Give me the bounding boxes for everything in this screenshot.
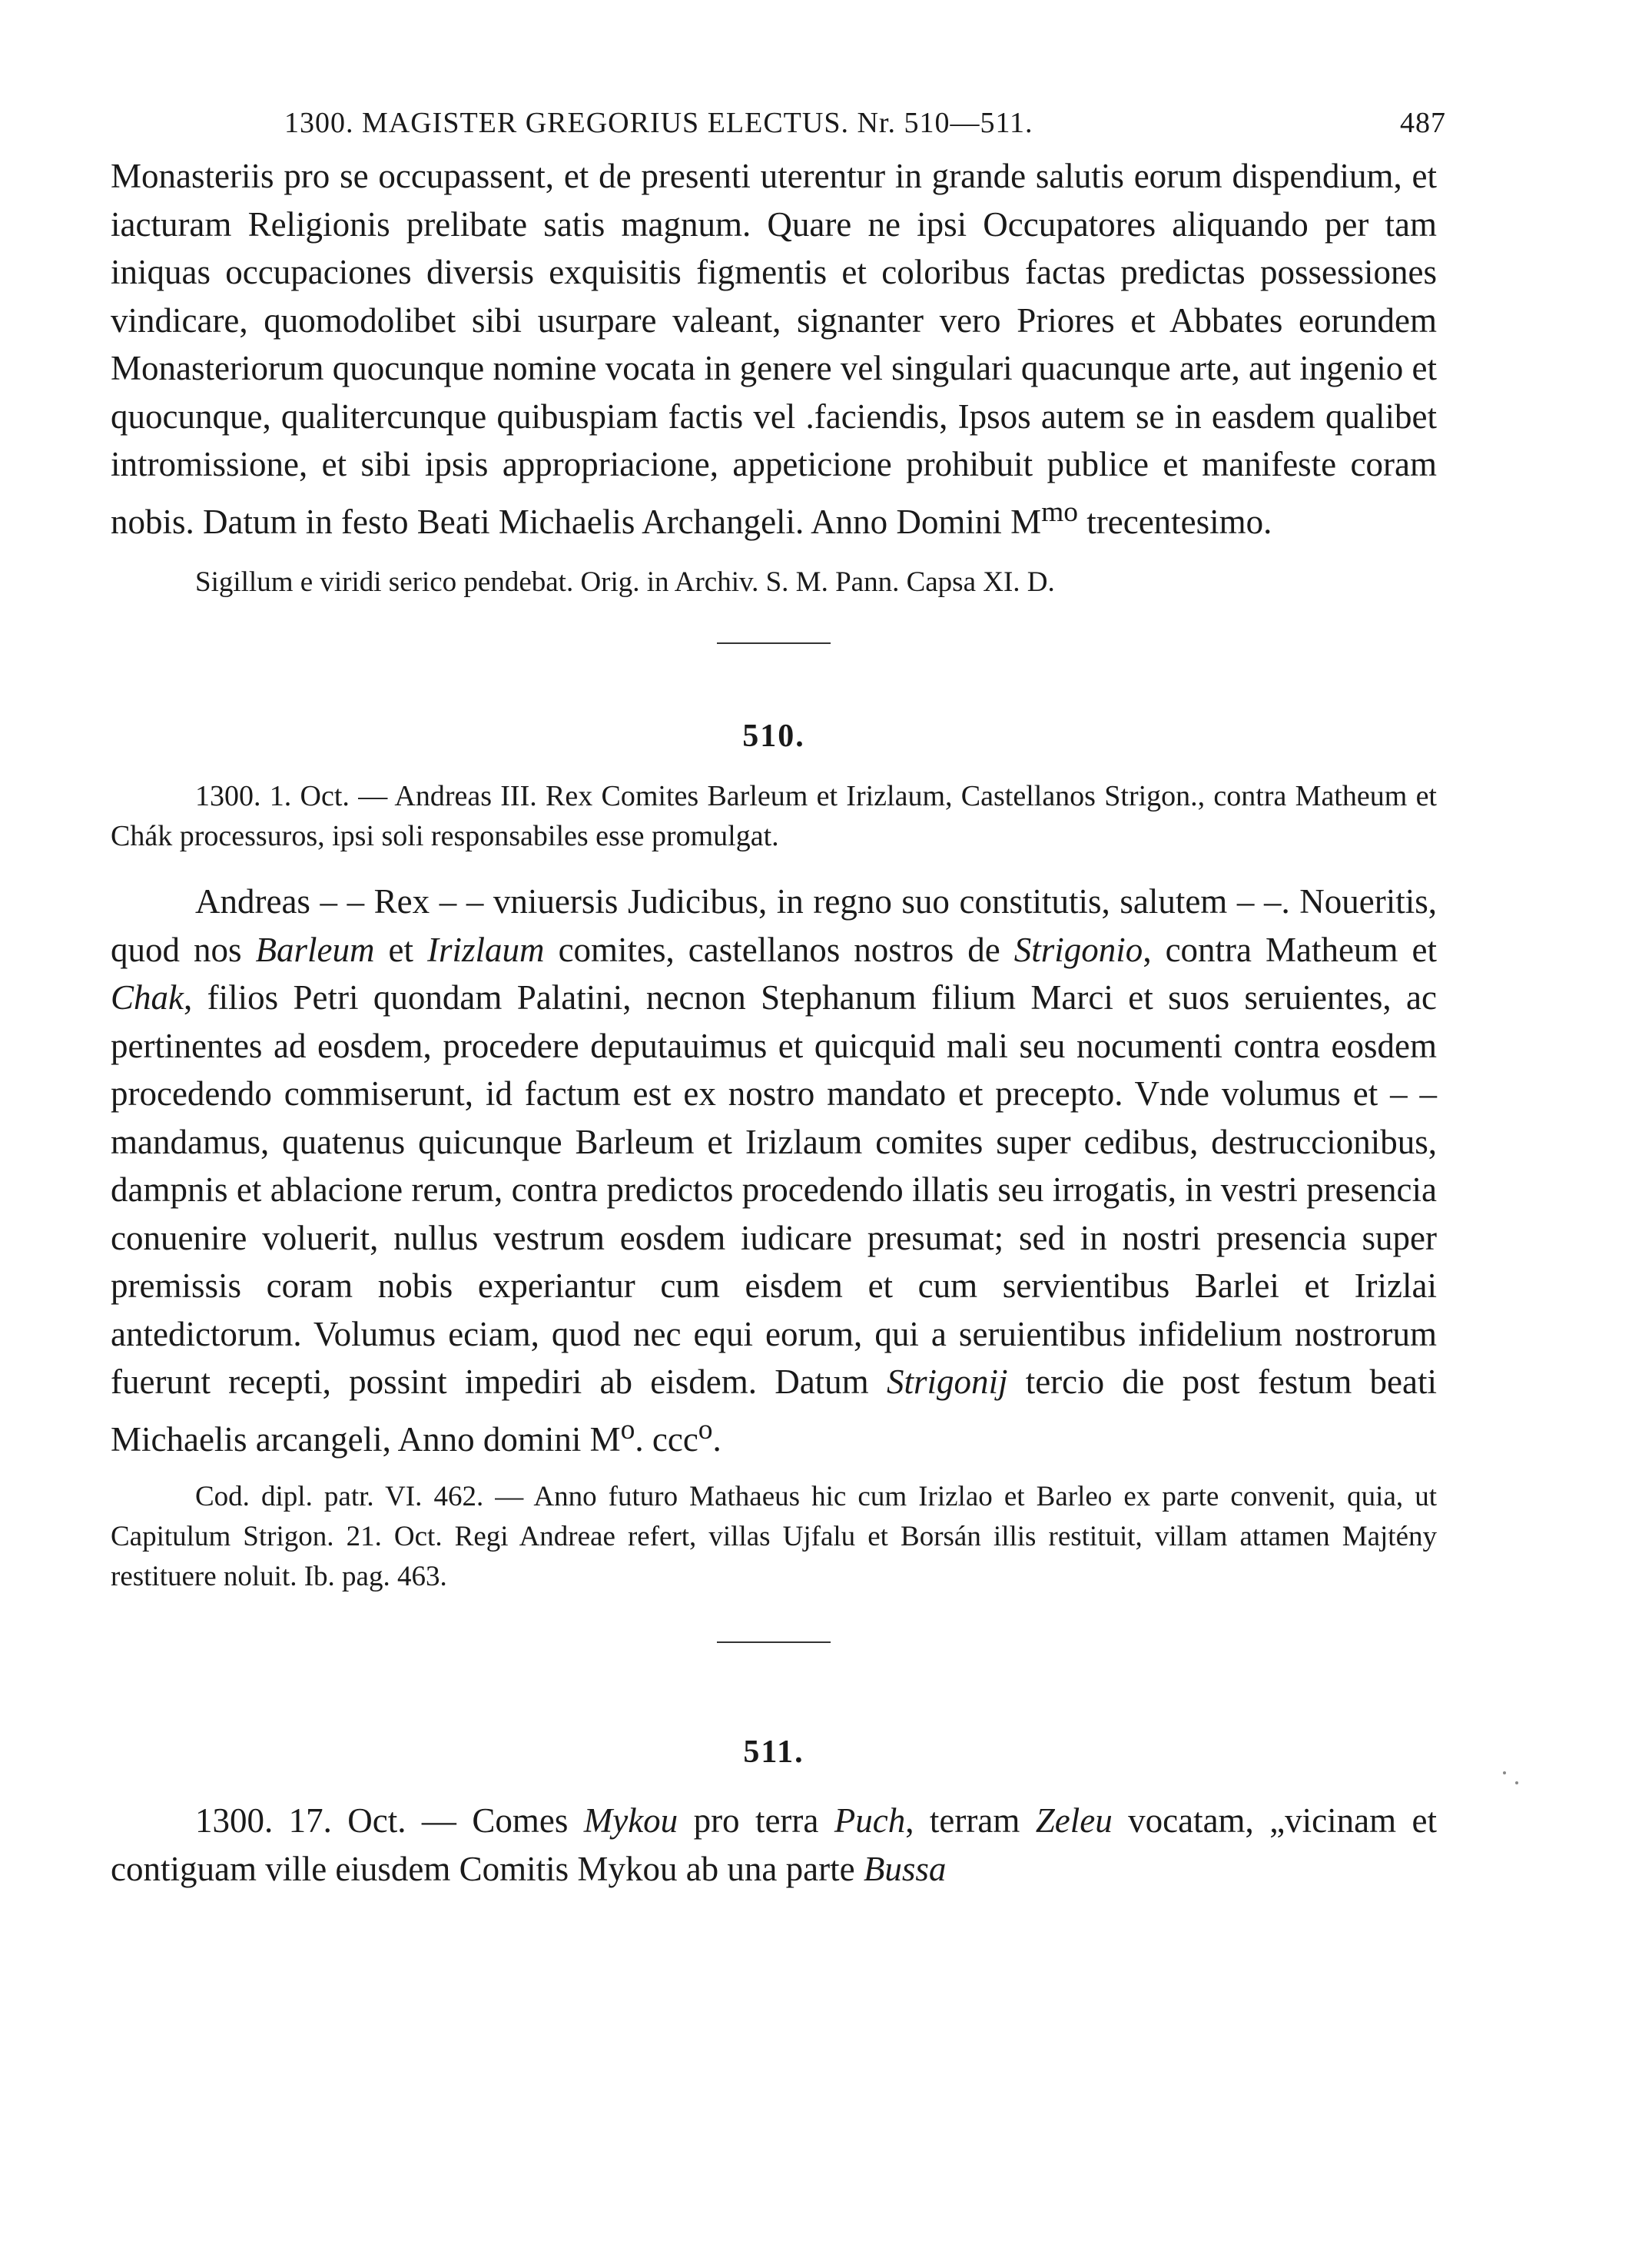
section-divider xyxy=(717,1641,831,1643)
italic-name: Mykou xyxy=(583,1801,678,1840)
text-segment: , terram xyxy=(905,1801,1036,1840)
text-segment: , filios Petri quondam Palatini, necnon Stephanum filium Marci et suos seruientes, ac pertinentes ad eosdem, procedere deputauimus et quicquid mali seu nocumenti contra eosdem procedendo commiserunt, id factum est ex nostro mandato et precepto. Vnde volumus et – – mandamus, quatenus quicunque Barleum et Irizlaum comites super cedibus, destruccionibus, dampnis et ablacione rerum, contra predictos procedendo illatis seu irrogatis, in vestri presencia conuenire voluerit, nullus vestrum eosdem iudicare presumat; sed in nostri presencia super premissis coram nobis experiantur cum eisdem et cum servientibus Barlei et Irizlai antedictorum. Volumus eciam, quod nec equi eorum, qui a seruientibus infidelium nostrorum fuerunt recepti, possint impediri ab eisdem. Datum xyxy=(111,978,1437,1401)
charter-text-510 xyxy=(111,878,1437,1463)
text-segment: comites, castellanos nostros de xyxy=(544,930,1014,969)
text-segment: vocatam, „vicinam et contiguam ville eiusdem Comitis Mykou ab una parte xyxy=(111,1801,1437,1888)
running-head-title: 1300. MAGISTER GREGORIUS ELECTUS. Nr. 510—511. xyxy=(284,107,1033,139)
section-divider xyxy=(717,642,831,644)
superscript: o xyxy=(698,1413,713,1446)
document-number-511: 511. xyxy=(743,1734,804,1770)
text-segment: , contra Matheum et xyxy=(1143,930,1437,969)
italic-place: Bussa xyxy=(863,1849,947,1888)
text-segment: pro terra xyxy=(678,1801,834,1840)
regest-511 xyxy=(111,1797,1437,1893)
text-segment: Andreas – – Rex – – vniuersis Judicibus, in regno suo constitutis, salutem – –. Noueritis, quod nos xyxy=(111,882,1437,969)
ink-speck xyxy=(1503,1771,1506,1774)
page-number: 487 xyxy=(1400,107,1446,139)
italic-name: Irizlaum xyxy=(427,930,545,969)
italic-name: Barleum xyxy=(255,930,375,969)
text-segment: . ccc xyxy=(635,1419,698,1459)
running-head xyxy=(111,98,1446,152)
continuation-text: Monasteriis pro se occupassent, et de presenti uterentur in grande salutis eorum dispendium, et iacturam Religionis prelibate satis magnum. Quare ne ipsi Occupatores aliquando per tam iniquas occupaciones diversis exquisitis figmentis et coloribus factas predictas possessiones vindicare, quomodolibet sibi usurpare valeant, signanter vero Priores et Abbates eorundem Monasteriorum quocunque nomine vocata in genere vel singulari quacunque arte, aut ingenio et quocunque, qualitercunque quibuspiam factis vel .faciendis, Ipsos autem se in easdem qualibet intromissione, et sibi ipsis appropriacione, appeticione prohibuit publice et manifeste coram nobis. Datum in festo Beati Michaelis Archangeli. Anno Domini M xyxy=(111,157,1437,541)
superscript: o xyxy=(620,1413,635,1446)
document-number-510: 510. xyxy=(742,719,805,754)
italic-name: Chak xyxy=(111,978,184,1017)
text-segment: 1300. 17. Oct. — Comes xyxy=(195,1801,584,1840)
text-segment: et xyxy=(374,930,428,969)
text-segment: . xyxy=(712,1419,722,1459)
ink-speck xyxy=(1515,1781,1518,1784)
continuation-paragraph xyxy=(111,152,1437,546)
italic-place: Strigonio xyxy=(1013,930,1143,969)
source-note-previous: Sigillum e viridi serico pendebat. Orig. in Archiv. S. M. Pann. Capsa XI. D. xyxy=(195,566,1055,598)
italic-place: Puch xyxy=(834,1801,906,1840)
italic-place: Zeleu xyxy=(1035,1801,1113,1840)
source-note-510: Cod. dipl. patr. VI. 462. — Anno futuro Mathaeus hic cum Irizlao et Barleo ex parte convenit, quia, ut Capitulum Strigon. 21. Oct. Regi Andreae refert, villas Ujfalu et Borsán illis restituit, villam attamen Majtény restituere noluit. Ib. pag. 463. xyxy=(111,1481,1437,1592)
text-segment: tercio die post festum beati Michaelis arcangeli, Anno domini M xyxy=(111,1363,1438,1459)
italic-place: Strigonij xyxy=(886,1363,1008,1401)
continuation-tail: trecentesimo. xyxy=(1078,502,1272,541)
regest-510: 1300. 1. Oct. — Andreas III. Rex Comites Barleum et Irizlaum, Castellanos Strigon., contra Matheum et Chák processuros, ipsi soli responsabiles esse promulgat. xyxy=(111,780,1437,852)
book-page xyxy=(111,98,1446,1893)
continuation-superscript: mo xyxy=(1041,496,1079,528)
